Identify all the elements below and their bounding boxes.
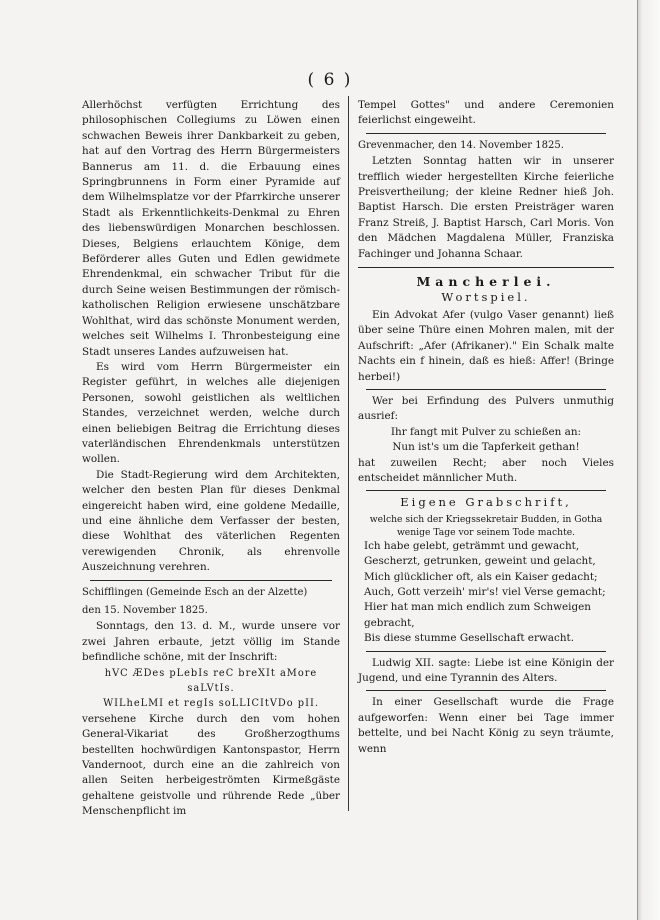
poem-line: Mich glücklicher oft, als ein Kaiser gedacht;: [364, 570, 598, 583]
dateline: Grevenmacher, den 14. November 1825.: [358, 139, 564, 151]
separator: [90, 580, 332, 581]
page-number: ( 6 ): [307, 70, 353, 90]
separator: [366, 651, 606, 652]
paragraph: Tempel Gottes" und andere Ceremonien feierlichst eingeweiht.: [358, 99, 614, 127]
epitaph-poem: [358, 539, 614, 647]
verse-line: Ihr fangt mit Pulver zu schießen an:: [390, 425, 582, 438]
inscription-line: WILheLMI et regIs soLLICItVDo pII.: [103, 698, 319, 710]
separator: [358, 267, 614, 268]
paragraph: Die Stadt-Regierung wird dem Architekten, welcher den besten Plan für dieses Denkmal eingereicht haben wird, eine goldene Medaille, und eine ähnliche dem Verfasser der besten, diese Wohlthat des väterlichen Regenten verewigenden Chronik, als ehrenvolle Auszeichnung verehren.: [82, 468, 340, 574]
poem-line: Hier hat man mich endlich zum Schweigen gebracht,: [364, 601, 591, 629]
verse-line: Nun ist's um die Tapferkeit gethan!: [392, 441, 580, 454]
dateline-date: den 15. November 1825.: [82, 605, 208, 616]
paragraph: hat zuweilen Recht; aber noch Vieles entscheidet männlicher Muth.: [358, 456, 614, 484]
page-edge: [637, 0, 660, 920]
paragraph: Es wird vom Herrn Bürgermeister ein Register geführt, in welches alle diejenigen Personen, sowohl geistlichen als weltlichen Standes, verzeichnet werden, welche durch einen beliebigen Beitrag die Errichtung dieses vaterländischen Ehrendenkmals unterstützen wollen.: [82, 360, 340, 466]
paragraph: Ludwig XII. sagte: Liebe ist eine Königin der Jugend, und eine Tyrannin des Alters.: [358, 656, 614, 684]
paragraph: In einer Gesellschaft wurde die Frage aufgeworfen: Wenn einer bei Tage immer bettelte, und bei Nacht König zu seyn träumte, wenn: [358, 696, 614, 755]
separator: [366, 490, 606, 491]
left-column: [82, 98, 340, 820]
paragraph: Sonntags, den 13. d. M., wurde unsere vor zwei Jahren erbaute, jetzt völlig im Stande befindliche schöne, mit der Inschrift:: [82, 620, 340, 664]
right-column: [358, 98, 614, 757]
dateline: Schifflingen (Gemeinde Esch an der Alzette): [82, 586, 308, 598]
separator: [366, 690, 606, 691]
paragraph: Allerhöchst verfügten Errichtung des philosophischen Collegiums zu Löwen einen schwachen Beweis ihrer Dankbarkeit zu geben, hat auf den Vortrag des Herrn Bürgermeisters Bannerus am 11. d. die Erbauung eines Springbrunnens in Form einer Pyramide auf dem Wilhelmsplatze vor der Pfarrkirche unserer Stadt als Erkenntlichkeits-Denkmal zu Ehren des liebenswürdigen Monarchen beschlossen. Dieses, Belgiens erlauchtem Könige, dem Beförderer alles Guten und Edlen gewidmete Ehrendenkmal, ein schwacher Tribut für die durch Seine weisen Bestimmungen der römisch-katholischen Religion erwiesene unschätzbare Wohlthat, wird das schönste Monument werden, welches seit Wilhelms I. Thronbesteigung eine Stadt unseres Landes aufzuweisen hat.: [82, 99, 340, 358]
poem-line: Auch, Gott verzeih' mir's! viel Verse gemacht;: [364, 585, 606, 598]
paragraph: Letzten Sonntag hatten wir in unserer trefflich wieder hergestellten Kirche feierliche Preisvertheilung; der kleine Redner hieß Joh. Baptist Harsch. Die ersten Preisträger waren Franz Streiß, J. Baptist Harsch, Carl Moris. Von den Mädchen Magdalena Müller, Franziska Fachinger und Johanna Schaar.: [358, 155, 614, 260]
section-subtitle: Wortspiel.: [441, 290, 531, 305]
poem-line: Gescherzt, getrunken, geweint und gelacht,: [364, 555, 596, 568]
epitaph-note: welche sich der Kriegssekretair Budden, in Gotha wenige Tage vor seinem Tode machte.: [369, 513, 603, 538]
paragraph: versehene Kirche durch den vom hohen General-Vikariat des Großherzogthums bestellten hochwürdigen Kantonspastor, Herrn Vandernoot, durch eine an die zahlreich von allen Seiten herbeigeströmten Kirmeßgäste gehaltene geistvolle und rührende Rede „über Menschenpflicht im: [82, 712, 340, 818]
poem-line: Bis diese stumme Gesellschaft erwacht.: [364, 632, 574, 645]
section-title: Mancherlei.: [416, 274, 556, 290]
inscription-line: hVC ÆDes pLebIs reC breXIt aMore saLVtIs.: [104, 667, 318, 695]
separator: [366, 133, 606, 134]
epitaph-title: Eigene Grabschrift,: [400, 495, 572, 510]
separator: [366, 389, 606, 390]
paragraph: Wer bei Erfindung des Pulvers unmuthig ausrief:: [358, 394, 614, 423]
column-divider: [348, 96, 349, 811]
paragraph: Ein Advokat Afer (vulgo Vaser genannt) ließ über seine Thüre einen Mohren malen, mit der Aufschrift: „Afer (Afrikaner)." Ein Schalk malte Nachts ein f hinein, daß es hieß: Affer! (Bringe herbei!): [358, 308, 614, 383]
poem-line: Ich habe gelebt, geträmmt und gewacht,: [364, 539, 580, 552]
